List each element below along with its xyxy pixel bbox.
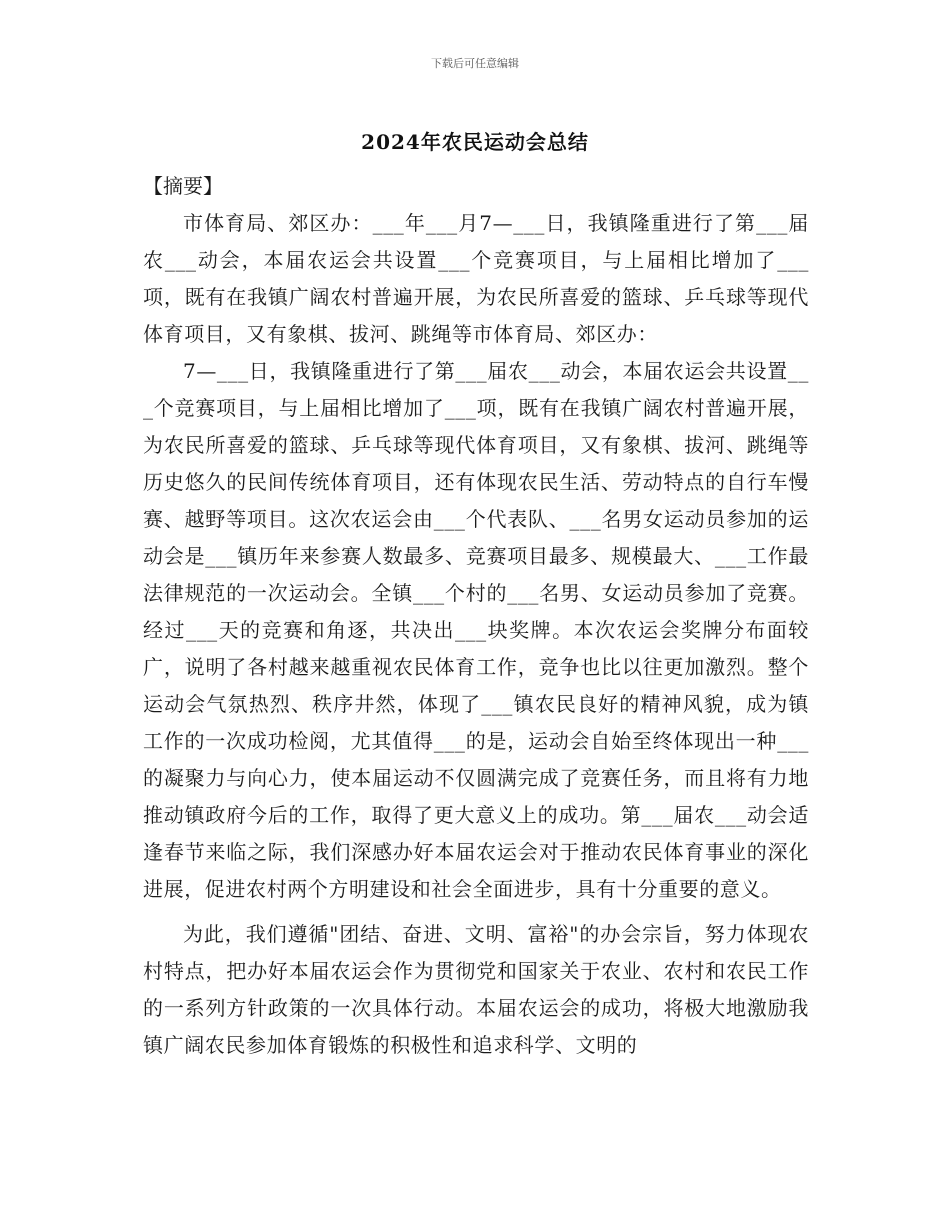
paragraph-1: 市体育局、郊区办：___年___月7—___日，我镇隆重进行了第___届农___动会，本届农运会共设置___个竞赛项目，与上届相比增加了___项，既有在我镇广阔农村普遍开展，为农民所喜爱的篮球、乒乓球等现代体育项目，又有象棋、拔河、跳绳等市体育局、郊区办： xyxy=(143,211,809,346)
paragraph-3: 为此，我们遵循"团结、奋进、文明、富裕"的办会宗旨，努力体现农村特点，把办好本届农运会作为贯彻党和国家关于农业、农村和农民工作的一系列方针政策的一次具体行动。本届农运会的成功，将极大地激励我镇广阔农民参加体育锻炼的积极性和追求科学、文明的 xyxy=(143,922,809,1057)
abstract-label: 【摘要】 xyxy=(143,174,223,198)
document-body xyxy=(143,168,809,1064)
paragraph-2: 7—___日，我镇隆重进行了第___届农___动会，本届农运会共设置___个竞赛项目，与上届相比增加了___项，既有在我镇广阔农村普遍开展，为农民所喜爱的篮球、乒乓球等现代体育项目，又有象棋、拔河、跳绳等历史悠久的民间传统体育项目，还有体现农民生活、劳动特点的自行车慢赛、越野等项目。这次农运会由___个代表队、___名男女运动员参加的运动会是___镇历年来参赛人数最多、竞赛项目最多、规模最大、___工作最法律规范的一次运动会。全镇___个村的___名男、女运动员参加了竞赛。经过___天的竞赛和角逐，共决出___块奖牌。本次农运会奖牌分布面较广，说明了各村越来越重视农民体育工作，竞争也比以往更加激烈。整个运动会气氛热烈、秩序井然，体现了___镇农民良好的精神风貌，成为镇工作的一次成功检阅，尤其值得___的是，运动会自始至终体现出一种___的凝聚力与向心力，使本届运动不仅圆满完成了竞赛任务，而且将有力地推动镇政府今后的工作，取得了更大意义上的成功。第___届农___动会适逢春节来临之际，我们深感办好本届农运会对于推动农民体育事业的深化进展，促进农村两个方明建设和社会全面进步，具有十分重要的意义。 xyxy=(143,359,809,901)
header-note: 下载后可任意编辑 xyxy=(431,57,519,70)
document-title: 2024年农民运动会总结 xyxy=(361,130,589,154)
